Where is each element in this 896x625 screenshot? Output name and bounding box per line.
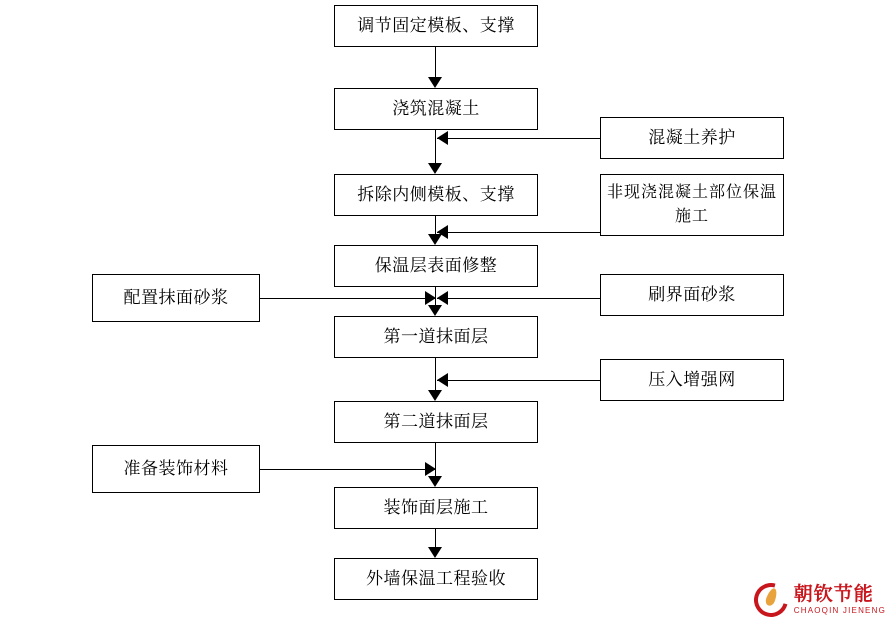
connector-s4-main xyxy=(437,298,600,299)
connector-s3-main xyxy=(260,298,436,299)
logo-name-en: CHAOQIN JIENENG xyxy=(793,606,886,615)
logo-mark-icon xyxy=(754,583,788,617)
flow-node-prepare-plaster-mortar[interactable]: 配置抹面砂浆 xyxy=(92,274,260,322)
connector-s2-main xyxy=(437,232,600,233)
flow-node-adjust-formwork[interactable]: 调节固定模板、支撑 xyxy=(334,5,538,47)
arrowhead-n7-n8 xyxy=(428,547,442,558)
arrowhead-n5-n6 xyxy=(428,390,442,401)
flow-node-insulation-surface-trim[interactable]: 保温层表面修整 xyxy=(334,245,538,287)
logo-name-cn: 朝钦节能 xyxy=(793,584,874,605)
connector-n2-n3 xyxy=(435,130,436,163)
flow-node-interface-mortar[interactable]: 刷界面砂浆 xyxy=(600,274,784,316)
flow-node-prepare-decoration-materials[interactable]: 准备装饰材料 xyxy=(92,445,260,493)
flow-node-remove-inner-formwork[interactable]: 拆除内侧模板、支撑 xyxy=(334,174,538,216)
arrowhead-s4-main xyxy=(437,291,448,305)
flow-node-first-plaster-layer[interactable]: 第一道抹面层 xyxy=(334,316,538,358)
arrowhead-n2-n3 xyxy=(428,163,442,174)
logo-text xyxy=(794,585,886,615)
connector-n1-n2 xyxy=(435,47,436,77)
connector-n7-n8 xyxy=(435,529,436,547)
connector-n3-n4 xyxy=(435,216,436,234)
connector-s5-main xyxy=(437,380,600,381)
flow-node-second-plaster-layer[interactable]: 第二道抹面层 xyxy=(334,401,538,443)
flow-node-non-cast-insulation[interactable]: 非现浇混凝土部位保温施工 xyxy=(600,174,784,236)
arrowhead-n3-n4 xyxy=(428,234,442,245)
flow-node-decorative-layer-construction[interactable]: 装饰面层施工 xyxy=(334,487,538,529)
connector-n5-n6 xyxy=(435,358,436,390)
arrowhead-s5-main xyxy=(437,373,448,387)
flow-node-pour-concrete[interactable]: 浇筑混凝土 xyxy=(334,88,538,130)
arrowhead-n6-n7 xyxy=(428,476,442,487)
connector-s1-main xyxy=(437,138,600,139)
company-logo xyxy=(754,583,886,617)
flow-node-concrete-curing[interactable]: 混凝土养护 xyxy=(600,117,784,159)
arrowhead-s1-main xyxy=(437,131,448,145)
arrowhead-n4-n5 xyxy=(428,305,442,316)
arrowhead-s3-main xyxy=(425,291,436,305)
arrowhead-n1-n2 xyxy=(428,77,442,88)
arrowhead-s6-main xyxy=(425,462,436,476)
connector-s6-main xyxy=(260,469,436,470)
flow-node-press-mesh[interactable]: 压入增强网 xyxy=(600,359,784,401)
flow-node-final-acceptance[interactable]: 外墙保温工程验收 xyxy=(334,558,538,600)
